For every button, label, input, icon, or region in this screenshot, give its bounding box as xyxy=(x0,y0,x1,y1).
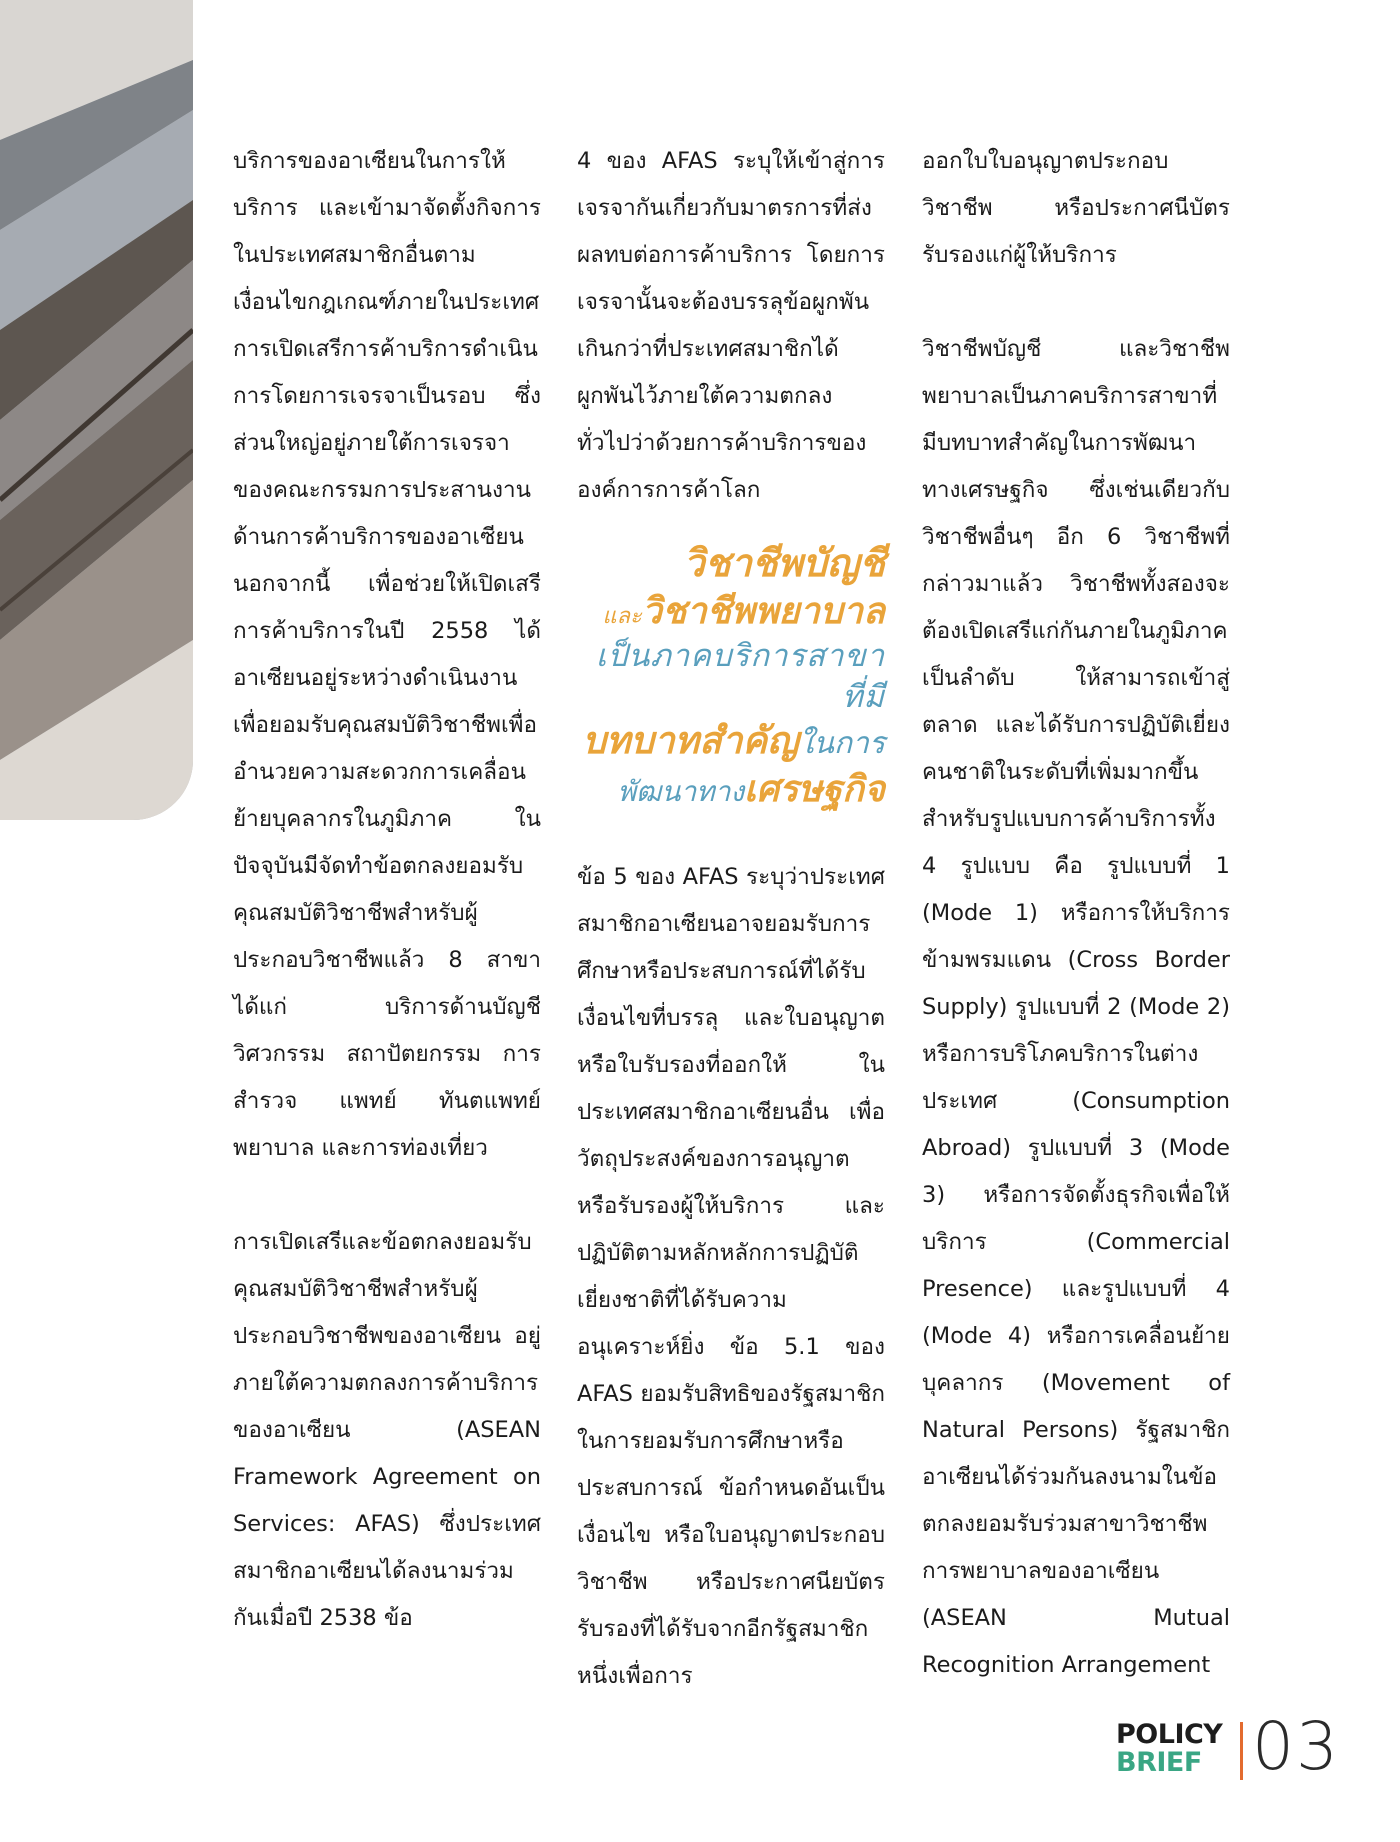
column-2-paragraph-1: 4 ของ AFAS ระบุให้เข้าสู่การเจรจากันเกี่ยวกับมาตรการที่ส่งผลทบต่อการค้าบริการ โดยการเจรจานั้นจะต้องบรรลุข้อผูกพันเกินกว่าที่ประเทศสมาชิกได้ผูกพันไว้ภายใต้ความตกลงทั่วไปว่าด้วยการค้าบริการขององค์การการค้าโลก xyxy=(577,148,885,503)
brand-line-brief: BRIEF xyxy=(1116,1747,1202,1778)
pull-quote-line-4-main: บทบาทสำคัญ xyxy=(582,719,799,763)
column-3-paragraph-2: วิชาชีพบัญชี และวิชาชีพพยาบาลเป็นภาคบริการสาขาที่มีบทบาทสำคัญในการพัฒนาทางเศรษฐกิจ ซึ่งเช่นเดียวกับวิชาชีพอื่นๆ อีก 6 วิชาชีพที่กล่าวมาแล้ว วิชาชีพทั้งสองจะต้องเปิดเสรีแก่กันภายในภูมิภาคเป็นลำดับ ให้สามารถเข้าสู่ตลาด และได้รับการปฏิบัติเยี่ยงคนชาติในระดับที่เพิ่มมากขึ้นสำหรับรูปแบบการค้าบริการทั้ง 4 รูปแบบ คือ รูปแบบที่ 1 (Mode 1) หรือการให้บริการข้ามพรมแดน (Cross Border Supply) รูปแบบที่ 2 (Mode 2) หรือการบริโภคบริการในต่างประเทศ (Consumption Abroad) รูปแบบที่ 3 (Mode 3) หรือการจัดตั้งธุรกิจเพื่อให้บริการ (Commercial Presence) และรูปแบบที่ 4 (Mode 4) หรือการเคลื่อนย้ายบุคลากร (Movement of Natural Persons) รัฐสมาชิกอาเซียนได้ร่วมกันลงนามในข้อตกลงยอมรับร่วมสาขาวิชาชีพการพยาบาลของอาเซียน (ASEAN Mutual Recognition Arrangement xyxy=(922,336,1230,1678)
pull-quote-line-3: เป็นภาคบริการสาขาที่มี xyxy=(595,637,885,715)
column-3-paragraph-1: ออกใบใบอนุญาตประกอบวิชาชีพ หรือประกาศนีบัตรรับรองแก่ผู้ให้บริการ xyxy=(922,148,1230,268)
brand-line-policy: POLICY xyxy=(1116,1719,1223,1750)
column-1-paragraph-1: บริการของอาเซียนในการให้บริการ และเข้ามาจัดตั้งกิจการในประเทศสมาชิกอื่นตามเงื่อนไขกฎเกณฑ์ภายในประเทศ การเปิดเสรีการค้าบริการดำเนินการโดยการเจรจาเป็นรอบ ซึ่งส่วนใหญ่อยู่ภายใต้การเจรจาของคณะกรรมการประสานงานด้านการค้าบริการของอาเซียน นอกจากนี้ เพื่อช่วยให้เปิดเสรีการค้าบริการในปี 2558 ได้ อาเซียนอยู่ระหว่างดำเนินงานเพื่อยอมรับคุณสมบัติวิชาชีพเพื่ออำนวยความสะดวกการเคลื่อนย้ายบุคลากรในภูมิภาค ในปัจจุบันมีจัดทำข้อตกลงยอมรับคุณสมบัติวิชาชีพสำหรับผู้ประกอบวิชาชีพแล้ว 8 สาขา ได้แก่ บริการด้านบัญชี วิศวกรรม สถาปัตยกรรม การสำรวจ แพทย์ ทันตแพทย์ พยาบาล และการท่องเที่ยว xyxy=(233,148,541,1161)
pull-quote-line-5-prefix: พัฒนาทาง xyxy=(617,775,745,809)
text-column-1 xyxy=(233,138,541,1642)
text-column-3 xyxy=(922,138,1230,1689)
pull-quote-line-2-prefix: และ xyxy=(602,604,642,630)
pull-quote xyxy=(577,538,885,814)
pull-quote-line-4 xyxy=(577,717,885,766)
pull-quote-line-4-suffix: ในการ xyxy=(798,726,885,762)
policy-brief-logo xyxy=(1116,1721,1236,1777)
text-column-2 xyxy=(577,138,885,1700)
column-2-paragraph-2: ข้อ 5 ของ AFAS ระบุว่าประเทศสมาชิกอาเซียนอาจยอมรับการศึกษาหรือประสบการณ์ที่ได้รับ เงื่อนไขที่บรรลุ และใบอนุญาตหรือใบรับรองที่ออกให้ ในประเทศสมาชิกอาเซียนอื่น เพื่อวัตถุประสงค์ของการอนุญาตหรือรับรองผู้ให้บริการ และปฏิบัติตามหลักหลักการปฏิบัติเยี่ยงชาติที่ได้รับความอนุเคราะห์ยิ่ง ข้อ 5.1 ของ AFAS ยอมรับสิทธิของรัฐสมาชิกในการยอมรับการศึกษาหรือประสบการณ์ ข้อกำหนดอันเป็นเงื่อนไข หรือใบอนุญาตประกอบวิชาชีพ หรือประกาศนียบัตรรับรองที่ได้รับจากอีกรัฐสมาชิกหนึ่งเพื่อการ xyxy=(577,863,885,1689)
pull-quote-line-5-main: เศรษฐกิจ xyxy=(744,769,885,811)
header-photo xyxy=(0,0,193,820)
pull-quote-line-1: วิชาชีพบัญชี xyxy=(683,541,885,585)
column-1-paragraph-2: การเปิดเสรีและข้อตกลงยอมรับคุณสมบัติวิชาชีพสำหรับผู้ประกอบวิชาชีพของอาเซียน อยู่ภายใต้ความตกลงการค้าบริการของอาเซียน (ASEAN Framework Agreement on Services: AFAS) ซึ่งประเทศสมาชิกอาเซียนได้ลงนามร่วมกันเมื่อปี 2538 ข้อ xyxy=(233,1229,541,1631)
pull-quote-line-2-main: วิชาชีพพยาบาล xyxy=(641,591,885,633)
page-number: 03 xyxy=(1252,1708,1340,1785)
photo-illustration xyxy=(0,0,193,820)
footer-divider xyxy=(1240,1722,1243,1780)
pull-quote-line-5 xyxy=(577,766,885,814)
pull-quote-line-2 xyxy=(577,588,885,636)
